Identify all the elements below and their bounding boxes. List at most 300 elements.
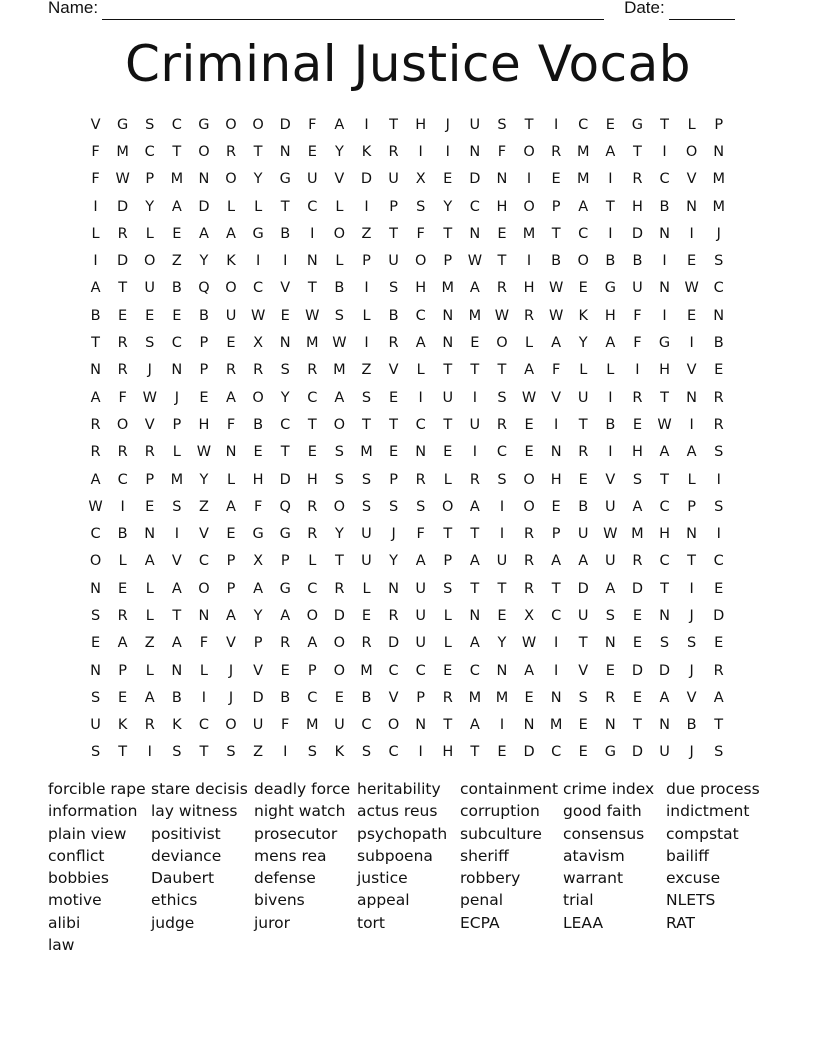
grid-letter: O: [414, 253, 427, 270]
grid-letter: C: [415, 307, 426, 324]
grid-letter: E: [172, 307, 182, 324]
grid-letter: O: [225, 116, 237, 133]
grid-letter: Z: [361, 362, 372, 379]
grid-letter: O: [198, 580, 210, 597]
grid-letter: B: [551, 253, 562, 270]
word-bank-item: good faith: [563, 802, 642, 821]
grid-letter: L: [335, 198, 344, 215]
word-bank-item: defense: [254, 869, 316, 888]
grid-letter: P: [145, 471, 155, 488]
grid-letter: S: [361, 471, 372, 488]
grid-letter: L: [606, 362, 615, 379]
word-bank-item: plain view: [48, 824, 127, 843]
grid-letter: C: [280, 416, 291, 433]
word-bank-item: ethics: [151, 891, 198, 910]
grid-letter: N: [686, 389, 698, 406]
grid-letter: T: [497, 253, 507, 270]
grid-letter: V: [388, 689, 399, 706]
grid-letter: J: [689, 744, 694, 761]
grid-letter: W: [684, 280, 699, 297]
grid-letter: I: [554, 116, 559, 133]
grid-letter: T: [443, 362, 453, 379]
grid-letter: X: [253, 553, 264, 570]
grid-letter: N: [442, 335, 454, 352]
grid-letter: A: [469, 553, 480, 570]
grid-letter: I: [608, 389, 613, 406]
grid-letter: I: [608, 171, 613, 188]
grid-letter: S: [145, 335, 155, 352]
grid-letter: T: [118, 280, 128, 297]
grid-letter: U: [605, 498, 616, 515]
grid-letter: U: [469, 116, 481, 133]
grid-letter: N: [90, 580, 101, 597]
grid-letter: L: [145, 607, 154, 624]
grid-letter: M: [495, 689, 509, 706]
grid-letter: R: [280, 635, 291, 652]
grid-letter: U: [496, 553, 508, 570]
grid-letter: O: [89, 553, 102, 570]
grid-letter: H: [604, 307, 616, 324]
grid-letter: I: [662, 143, 667, 160]
grid-letter: D: [117, 198, 129, 215]
grid-letter: N: [686, 198, 698, 215]
grid-letter: L: [335, 253, 344, 270]
grid-letter: E: [687, 253, 697, 270]
word-bank-item: bailiff: [666, 846, 709, 865]
grid-letter: N: [686, 526, 698, 543]
grid-letter: V: [144, 416, 155, 433]
grid-letter: D: [469, 171, 481, 188]
grid-letter: E: [714, 580, 724, 597]
grid-letter: Y: [145, 198, 155, 215]
word-bank-item: penal: [460, 891, 504, 910]
grid-letter: E: [632, 416, 642, 433]
grid-letter: U: [144, 280, 156, 297]
grid-letter: S: [172, 744, 182, 761]
grid-letter: E: [361, 607, 372, 624]
grid-letter: U: [388, 253, 399, 270]
grid-letter: E: [632, 635, 642, 652]
grid-letter: B: [117, 526, 128, 543]
grid-letter: B: [605, 253, 616, 270]
grid-letter: D: [198, 198, 210, 215]
grid-letter: R: [469, 471, 480, 488]
grid-letter: C: [659, 171, 670, 188]
grid-letter: C: [361, 717, 372, 734]
grid-letter: S: [226, 744, 236, 761]
grid-letter: O: [523, 198, 535, 215]
grid-letter: B: [280, 225, 291, 242]
grid-letter: S: [497, 471, 507, 488]
word-bank-item: due process: [666, 780, 760, 798]
grid-letter: A: [198, 225, 209, 242]
grid-letter: S: [416, 498, 426, 515]
grid-letter: E: [524, 416, 534, 433]
grid-letter: S: [605, 607, 615, 624]
name-label: Name:: [48, 0, 99, 17]
grid-letter: U: [225, 307, 237, 324]
name-blank-line[interactable]: [102, 1, 604, 20]
grid-letter: T: [307, 416, 317, 433]
grid-letter: N: [550, 689, 562, 706]
grid-letter: W: [521, 635, 537, 652]
grid-letter: M: [549, 717, 563, 734]
grid-letter: T: [280, 198, 290, 215]
grid-letter: O: [225, 171, 237, 188]
grid-letter: T: [443, 416, 453, 433]
grid-letter: P: [226, 553, 236, 570]
grid-letter: S: [497, 116, 507, 133]
grid-letter: P: [226, 580, 236, 597]
grid-letter: P: [389, 471, 398, 488]
grid-letter: C: [307, 580, 318, 597]
grid-letter: E: [388, 389, 399, 406]
grid-letter: U: [632, 280, 643, 297]
grid-letter: D: [631, 225, 643, 242]
word-bank-item: deviance: [151, 846, 222, 865]
grid-letter: I: [201, 689, 207, 706]
grid-letter: T: [334, 553, 344, 570]
grid-letter: A: [659, 689, 670, 706]
grid-letter: M: [576, 171, 590, 188]
grid-letter: R: [632, 389, 643, 406]
grid-letter: B: [632, 253, 643, 270]
word-bank-item: excuse: [666, 869, 721, 888]
grid-letter: O: [333, 635, 346, 652]
grid-letter: A: [415, 553, 426, 570]
letter-grid: [82, 111, 732, 766]
word-bank-item: sheriff: [460, 846, 509, 865]
grid-letter: B: [90, 307, 101, 324]
grid-letter: S: [172, 498, 182, 515]
grid-letter: P: [172, 416, 182, 433]
grid-letter: A: [226, 225, 236, 242]
grid-letter: F: [308, 116, 317, 133]
grid-letter: C: [253, 280, 264, 297]
grid-letter: T: [660, 580, 669, 597]
grid-letter: N: [604, 717, 616, 734]
grid-letter: E: [497, 744, 507, 761]
grid-letter: W: [196, 444, 212, 461]
grid-letter: D: [117, 253, 129, 270]
grid-letter: M: [360, 662, 373, 679]
grid-letter: C: [713, 553, 724, 570]
grid-letter: C: [307, 689, 318, 706]
word-bank-item: indictment: [666, 802, 750, 821]
grid-letter: O: [252, 116, 264, 133]
grid-letter: R: [388, 607, 399, 624]
grid-letter: C: [551, 607, 562, 624]
grid-letter: Z: [253, 744, 264, 761]
grid-letter: M: [170, 171, 184, 188]
grid-letter: P: [145, 171, 155, 188]
grid-letter: B: [198, 307, 209, 324]
grid-letter: F: [633, 307, 642, 324]
grid-letter: A: [578, 198, 589, 215]
grid-letter: N: [90, 662, 101, 679]
grid-letter: O: [442, 498, 454, 515]
grid-letter: E: [687, 307, 697, 324]
grid-letter: I: [283, 253, 288, 270]
grid-letter: S: [416, 198, 426, 215]
grid-letter: R: [90, 416, 101, 433]
grid-letter: I: [554, 416, 559, 433]
grid-letter: A: [117, 635, 128, 652]
grid-letter: D: [387, 635, 400, 652]
grid-letter: U: [415, 580, 426, 597]
grid-letter: S: [145, 116, 155, 133]
grid-letter: W: [250, 307, 266, 324]
grid-letter: A: [307, 635, 318, 652]
grid-letter: T: [91, 335, 100, 352]
grid-letter: I: [608, 225, 613, 242]
grid-letter: O: [523, 471, 535, 488]
grid-letter: J: [689, 662, 694, 679]
grid-letter: E: [443, 444, 453, 461]
grid-letter: T: [714, 717, 724, 734]
grid-letter: H: [523, 280, 535, 297]
word-bank-item: conflict: [48, 846, 105, 865]
grid-letter: B: [578, 498, 589, 515]
grid-letter: Y: [389, 553, 398, 570]
grid-letter: B: [659, 198, 670, 215]
grid-letter: I: [120, 498, 125, 515]
word-bank: [48, 778, 769, 956]
grid-letter: O: [333, 225, 346, 242]
grid-letter: I: [418, 744, 423, 761]
grid-letter: H: [198, 416, 210, 433]
grid-letter: Y: [199, 253, 209, 270]
word-bank-item: positivist: [151, 824, 221, 843]
grid-letter: W: [657, 416, 672, 433]
grid-letter: E: [605, 662, 615, 679]
grid-letter: O: [387, 717, 400, 734]
word-bank-item: RAT: [666, 913, 696, 932]
grid-letter: S: [388, 498, 399, 515]
grid-letter: E: [226, 526, 236, 543]
grid-letter: A: [144, 689, 155, 706]
grid-letter: E: [118, 580, 128, 597]
grid-letter: P: [551, 198, 561, 215]
grid-letter: K: [172, 717, 182, 734]
grid-letter: O: [523, 143, 535, 160]
grid-letter: V: [605, 471, 616, 488]
grid-letter: R: [578, 444, 589, 461]
grid-letter: A: [90, 471, 101, 488]
grid-letter: I: [608, 444, 613, 461]
grid-letter: Y: [253, 171, 263, 188]
grid-letter: E: [280, 307, 290, 324]
grid-letter: T: [470, 362, 480, 379]
grid-letter: G: [604, 280, 616, 297]
grid-letter: A: [605, 335, 616, 352]
grid-letter: K: [334, 744, 345, 761]
grid-letter: R: [524, 580, 535, 597]
grid-letter: Y: [280, 389, 290, 406]
grid-letter: T: [253, 143, 263, 160]
grid-letter: I: [526, 253, 532, 270]
grid-letter: E: [145, 498, 155, 515]
grid-letter: H: [550, 471, 562, 488]
word-bank-item: prosecutor: [254, 824, 338, 843]
grid-letter: R: [361, 635, 372, 652]
grid-letter: O: [116, 416, 129, 433]
grid-letter: R: [225, 362, 237, 379]
grid-letter: S: [280, 362, 290, 379]
grid-letter: M: [116, 143, 129, 160]
grid-letter: A: [334, 116, 345, 133]
grid-letter: F: [281, 717, 290, 734]
grid-letter: L: [226, 471, 236, 488]
grid-letter: T: [389, 416, 398, 433]
grid-letter: T: [389, 116, 398, 133]
word-bank-item: Daubert: [151, 869, 215, 888]
grid-letter: R: [144, 444, 155, 461]
grid-letter: Z: [198, 498, 209, 515]
grid-letter: C: [551, 744, 562, 761]
grid-letter: V: [198, 526, 209, 543]
grid-letter: V: [686, 689, 697, 706]
grid-letter: U: [90, 717, 101, 734]
grid-letter: M: [712, 171, 725, 188]
grid-letter: E: [524, 689, 534, 706]
grid-letter: L: [91, 225, 100, 242]
grid-letter: I: [526, 171, 532, 188]
word-bank-item: psychopath: [357, 824, 448, 843]
grid-letter: W: [305, 307, 320, 324]
grid-letter: R: [415, 471, 426, 488]
grid-letter: R: [605, 689, 616, 706]
grid-letter: G: [279, 171, 291, 188]
grid-letter: C: [578, 116, 589, 133]
word-bank-item: trial: [563, 891, 594, 910]
grid-letter: H: [496, 198, 508, 215]
grid-letter: N: [713, 307, 725, 324]
grid-letter: E: [605, 116, 615, 133]
grid-letter: C: [307, 389, 318, 406]
grid-letter: Y: [253, 607, 263, 624]
grid-letter: B: [361, 689, 372, 706]
grid-letter: Y: [443, 198, 453, 215]
grid-letter: M: [631, 526, 644, 543]
grid-letter: T: [578, 635, 588, 652]
grid-letter: D: [577, 580, 589, 597]
grid-letter: G: [631, 116, 644, 133]
word-bank-item: corruption: [460, 802, 540, 821]
grid-letter: N: [279, 335, 291, 352]
grid-letter: X: [524, 607, 535, 624]
grid-letter: F: [633, 335, 642, 352]
grid-letter: V: [280, 280, 291, 297]
grid-letter: B: [334, 280, 345, 297]
grid-letter: R: [307, 526, 318, 543]
grid-letter: V: [334, 171, 345, 188]
grid-letter: T: [199, 744, 209, 761]
grid-letter: I: [174, 526, 179, 543]
date-blank-line[interactable]: [669, 1, 735, 20]
grid-letter: S: [497, 389, 507, 406]
grid-letter: U: [361, 553, 372, 570]
word-bank-item: bobbies: [48, 869, 109, 888]
grid-letter: H: [631, 444, 643, 461]
grid-letter: S: [307, 744, 317, 761]
grid-letter: A: [524, 362, 534, 379]
date-label: Date:: [624, 0, 665, 17]
grid-letter: S: [687, 635, 697, 652]
grid-letter: E: [118, 689, 128, 706]
grid-letter: S: [90, 689, 101, 706]
grid-letter: N: [604, 635, 616, 652]
grid-letter: C: [198, 553, 209, 570]
grid-letter: A: [551, 335, 562, 352]
grid-letter: S: [361, 744, 372, 761]
grid-letter: T: [660, 471, 669, 488]
grid-letter: D: [631, 662, 643, 679]
grid-letter: N: [496, 171, 508, 188]
grid-letter: T: [470, 526, 480, 543]
grid-letter: T: [497, 580, 507, 597]
grid-letter: P: [443, 553, 453, 570]
grid-letter: O: [198, 143, 210, 160]
grid-letter: A: [469, 635, 480, 652]
grid-letter: S: [714, 498, 724, 515]
grid-letter: B: [686, 717, 697, 734]
grid-letter: B: [605, 416, 616, 433]
grid-letter: J: [445, 116, 450, 133]
grid-letter: G: [198, 116, 210, 133]
grid-letter: L: [443, 471, 452, 488]
grid-letter: E: [632, 689, 642, 706]
word-bank-item: appeal: [357, 891, 410, 910]
grid-letter: E: [470, 335, 480, 352]
grid-letter: R: [551, 143, 562, 160]
grid-letter: N: [659, 607, 670, 624]
grid-letter: G: [279, 526, 291, 543]
grid-letter: G: [604, 744, 616, 761]
grid-letter: C: [469, 662, 480, 679]
grid-letter: N: [90, 362, 101, 379]
grid-letter: U: [306, 171, 318, 188]
grid-letter: Y: [334, 143, 344, 160]
word-bank-item: forcible rape: [48, 780, 146, 798]
grid-letter: D: [631, 744, 643, 761]
grid-letter: V: [388, 362, 399, 379]
grid-letter: W: [603, 526, 618, 543]
grid-letter: C: [171, 116, 182, 133]
grid-letter: P: [199, 335, 209, 352]
word-bank-item: containment: [460, 780, 559, 798]
grid-letter: Z: [171, 253, 182, 270]
grid-letter: I: [472, 389, 477, 406]
grid-letter: N: [198, 607, 210, 624]
grid-letter: Y: [199, 471, 209, 488]
grid-letter: R: [442, 689, 453, 706]
grid-letter: R: [713, 662, 724, 679]
grid-letter: S: [334, 444, 344, 461]
grid-letter: E: [632, 607, 642, 624]
grid-letter: B: [388, 307, 399, 324]
grid-letter: T: [632, 717, 642, 734]
grid-letter: L: [525, 335, 534, 352]
word-bank-item: consensus: [563, 824, 645, 843]
grid-letter: D: [279, 116, 291, 133]
grid-letter: I: [662, 307, 667, 324]
grid-letter: C: [713, 280, 724, 297]
grid-letter: N: [171, 662, 183, 679]
grid-letter: I: [499, 717, 505, 734]
grid-letter: N: [144, 526, 156, 543]
grid-letter: J: [228, 689, 234, 706]
